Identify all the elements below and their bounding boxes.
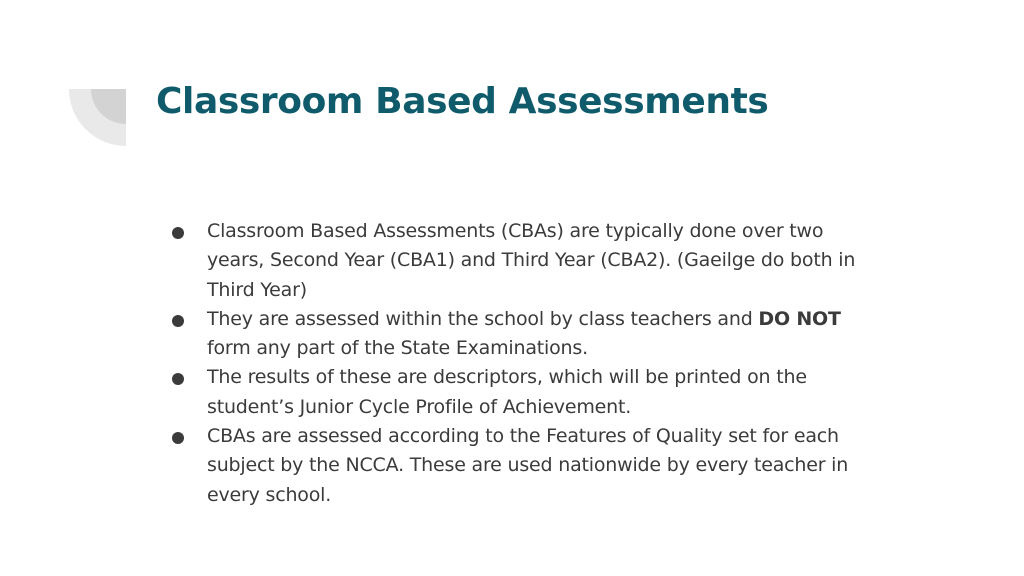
quarter-circle-corner-icon <box>69 89 126 146</box>
bullet-item <box>171 217 871 305</box>
bullet-text-before: They are assessed within the school by class teachers and <box>207 307 759 330</box>
bullet-text: Classroom Based Assessments (CBAs) are typically done over two years, Second Year (CBA1) and Third Year (CBA2). (Gaeilge do both in Third Year) <box>207 220 856 301</box>
bullet-item <box>171 363 871 422</box>
bullet-dot-icon <box>172 227 184 239</box>
slide-title: Classroom Based Assessments <box>156 81 769 122</box>
bullet-list <box>171 217 871 510</box>
bullet-emphasis: DO NOT <box>758 307 841 330</box>
bullet-text: CBAs are assessed according to the Features of Quality set for each subject by the NCCA. These are used nationwide by every teacher in every school. <box>207 425 849 506</box>
bullet-text-after: form any part of the State Examinations. <box>207 337 588 360</box>
bullet-dot-icon <box>172 315 184 327</box>
bullet-dot-icon <box>172 432 184 444</box>
bullet-text: The results of these are descriptors, which will be printed on the student’s Junior Cycle Profile of Achievement. <box>207 366 807 418</box>
bullet-item <box>171 305 871 364</box>
bullet-item <box>171 422 871 510</box>
bullet-dot-icon <box>172 373 184 385</box>
